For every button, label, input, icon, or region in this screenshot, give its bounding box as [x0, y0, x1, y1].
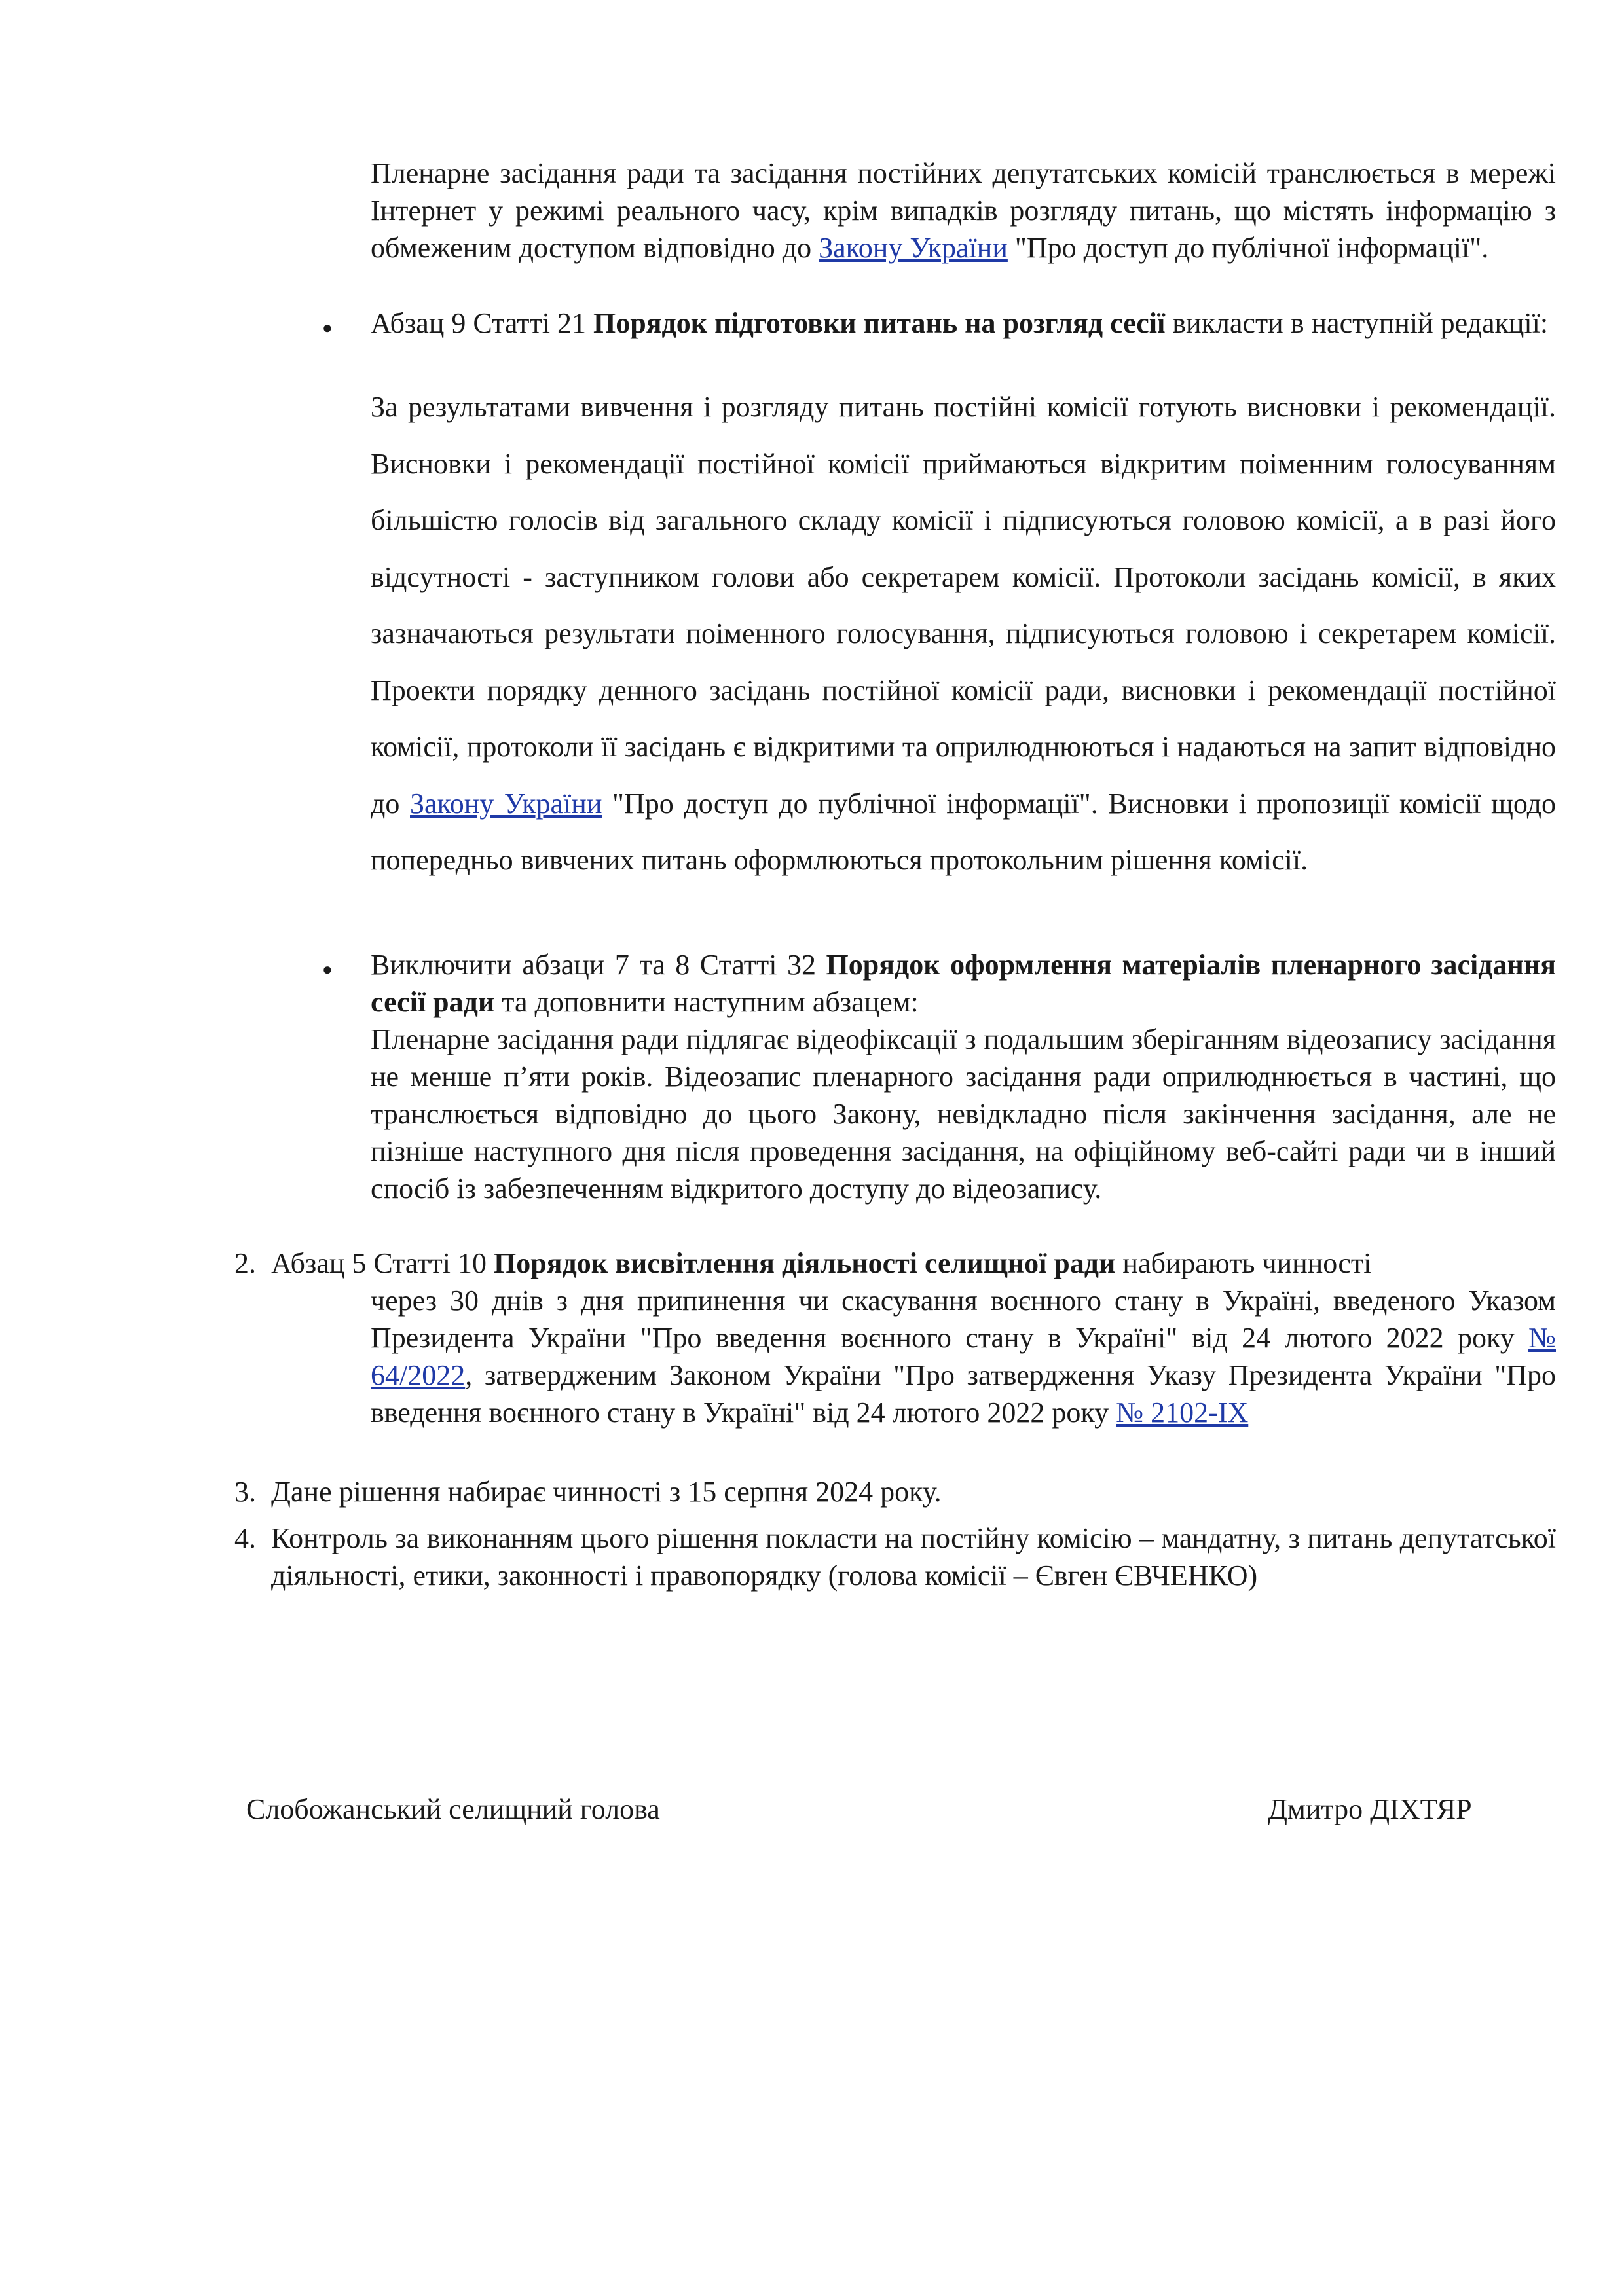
law-link[interactable]: Закону України [819, 232, 1008, 264]
law-number-link[interactable]: № 2102-IX [1116, 1396, 1249, 1429]
bullet2-body: Пленарне засідання ради підлягає відеофіксації з подальшим зберіганням відеозапису засідання не менше п’яти років. Відеозапис пленарного засідання ради оприлюднюється в частині, що транслюється відповідно до цього Закону, невідкладно після закінчення засідання, але не пізніше наступного дня після проведення засідання, на офіційному веб-сайті ради чи в інший спосіб із забезпеченням відкритого доступу до відеозапису. [371, 1023, 1556, 1205]
bullet-icon: ● [322, 318, 333, 337]
intro-text: Абзац 9 Статті 21 [371, 307, 593, 339]
bullet2-intro [371, 946, 1556, 1021]
body-text: За результатами вивчення і розгляду питань постійні комісії готують висновки і рекомендації. Висновки і рекомендації постійної комісії приймаються відкритим поіменним голосуванням більшістю голосів від загального складу комісії і підписуються головою комісії, а в разі його відсутності - заступником голови або секретарем комісії. Протоколи засідань комісії, в яких зазначаються результати поіменного голосування, підписуються головою і секретарем комісії. Проекти порядку денного засідань постійної комісії ради, висновки і рекомендації постійної комісії, протоколи її засідань є відкритими та оприлюднюються і надаються на запит відповідно до [371, 391, 1556, 820]
item-text: через 30 днів з дня припинення чи скасування воєнного стану в Україні, введеного Указом Президента України "Про введення воєнного стану в Україні" від 24 лютого 2022 року [371, 1285, 1556, 1354]
list-number: 4. [234, 1522, 256, 1554]
intro-text: Виключити абзаци 7 та 8 Статті 32 [371, 949, 826, 981]
list-number: 3. [234, 1476, 256, 1508]
item-text: Абзац 5 Статті 10 [271, 1247, 494, 1279]
item4-text: Контроль за виконанням цього рішення покласти на постійну комісію – мандатну, з питань депутатської діяльності, етики, законності і правопорядку (голова комісії – Євген ЄВЧЕНКО) [271, 1522, 1556, 1592]
item2-body [371, 1282, 1556, 1431]
bullet1-body [371, 379, 1556, 889]
list-number: 2. [234, 1247, 256, 1279]
bullet-icon: ● [322, 960, 333, 979]
item2-first-line [271, 1245, 1556, 1282]
article-title: Порядок оформлення матеріалів пленарного засідання сесії ради [371, 949, 1556, 1018]
signature-position: Слобожанський селищний голова [246, 1793, 660, 1825]
signature-name: Дмитро ДІХТЯР [1268, 1793, 1472, 1825]
intro-text: та доповнити наступним абзацем: [494, 986, 919, 1018]
bullet1-intro [371, 304, 1556, 342]
article-title: Порядок висвітлення діяльності селищної ради [494, 1247, 1116, 1279]
paragraph-broadcast [371, 155, 1556, 266]
body-text: "Про доступ до публічної інформації". Висновки і пропозиції комісії щодо попередньо вивчених питань оформлюються протокольним рішення комісії. [371, 787, 1557, 876]
item3-text: Дане рішення набирає чинності з 15 серпня 2024 року. [271, 1476, 942, 1508]
article-title: Порядок підготовки питань на розгляд сесії [593, 307, 1166, 339]
item-text: , затвердженим Законом України "Про затвердження Указу Президента України "Про введення воєнного стану в Україні" від 24 лютого 2022 року [371, 1359, 1556, 1429]
law-link[interactable]: Закону України [410, 787, 602, 820]
paragraph-text: "Про доступ до публічної інформації". [1007, 232, 1489, 264]
paragraph-text: Пленарне засідання ради та засідання постійних депутатських комісій транслюється в мережі Інтернет у режимі реального часу, крім випадків розгляду питань, що містять інформацію з обмеженим доступом відповідно до [371, 157, 1556, 264]
decree-link[interactable]: № 64/2022 [371, 1322, 1556, 1391]
item-text: набирають чинності [1115, 1247, 1372, 1279]
intro-text: викласти в наступній редакції: [1165, 307, 1549, 339]
